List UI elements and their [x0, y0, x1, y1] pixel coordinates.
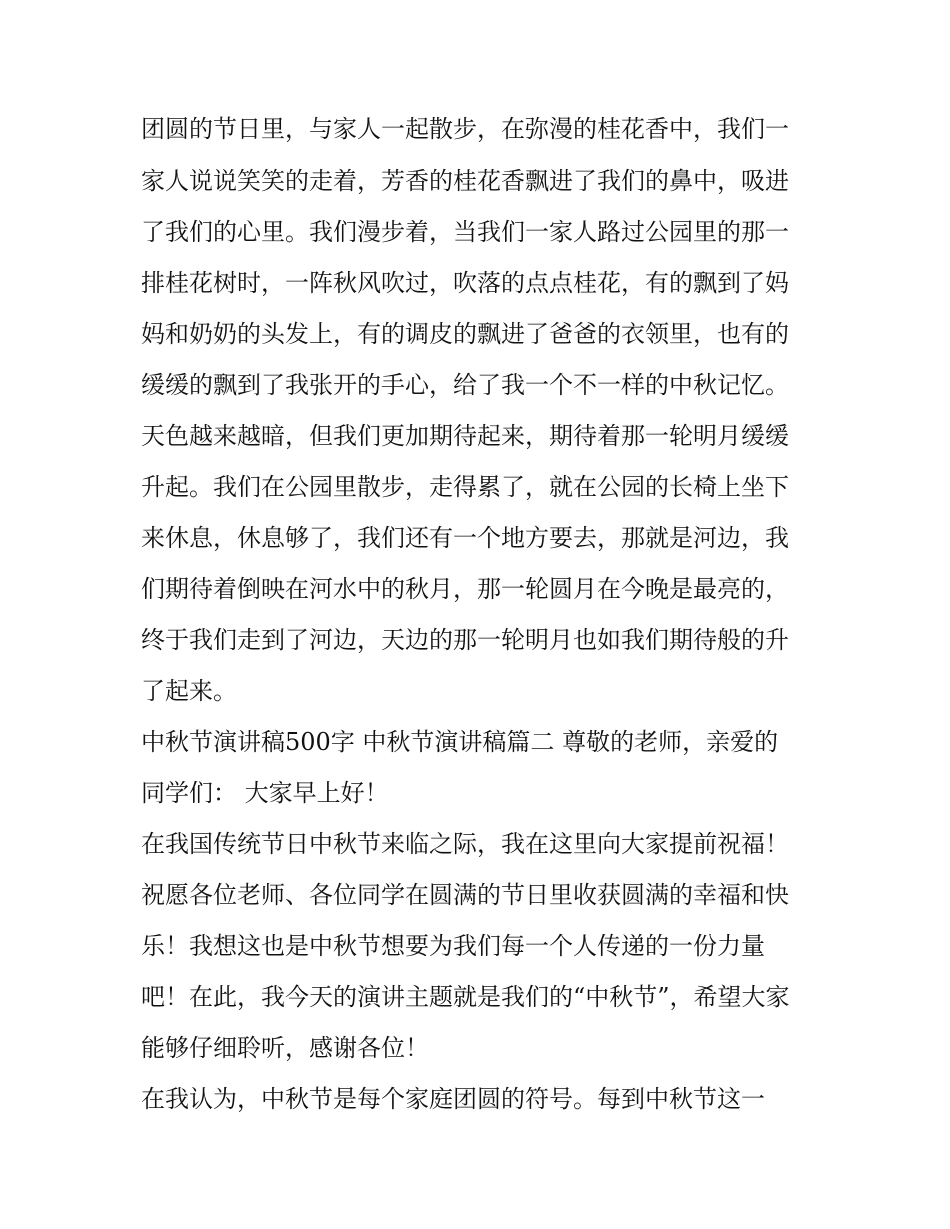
- text-line: 天色越来越暗，但我们更加期待起来，期待着那一轮明月缓缓: [141, 422, 789, 450]
- text-line: 了我们的心里。我们漫步着，当我们一家人路过公园里的那一: [141, 218, 789, 246]
- text-line: 升起。我们在公园里散步，走得累了，就在公园的长椅上坐下: [141, 473, 789, 501]
- text-line: 来休息，休息够了，我们还有一个地方要去，那就是河边，我: [141, 524, 789, 552]
- text-line: 同学们： 大家早上好！: [141, 779, 389, 807]
- text-line: 排桂花树时，一阵秋风吹过，吹落的点点桂花，有的飘到了妈: [141, 269, 789, 297]
- text-line: 能够仔细聆听，感谢各位！: [141, 1034, 429, 1062]
- text-line: 在我认为，中秋节是每个家庭团圆的符号。每到中秋节这一: [141, 1085, 765, 1113]
- text-line: 了起来。: [141, 677, 237, 705]
- text-line: 妈和奶奶的头发上，有的调皮的飘进了爸爸的衣领里，也有的: [141, 320, 789, 348]
- text-line: 缓缓的飘到了我张开的手心，给了我一个不一样的中秋记忆。: [141, 371, 789, 399]
- text-line: 终于我们走到了河边，天边的那一轮明月也如我们期待般的升: [141, 626, 789, 654]
- text-line: 祝愿各位老师、各位同学在圆满的节日里收获圆满的幸福和快: [141, 881, 789, 909]
- text-line: 吧！在此，我今天的演讲主题就是我们的“中秋节”，希望大家: [141, 983, 790, 1011]
- text-line: 们期待着倒映在河水中的秋月，那一轮圆月在今晚是最亮的，: [141, 575, 789, 603]
- text-line: 乐！我想这也是中秋节想要为我们每一个人传递的一份力量: [141, 932, 765, 960]
- text-line: 中秋节演讲稿500字 中秋节演讲稿篇二 尊敬的老师，亲爱的: [141, 728, 779, 756]
- text-line: 家人说说笑笑的走着，芳香的桂花香飘进了我们的鼻中，吸进: [141, 167, 789, 195]
- text-line: 在我国传统节日中秋节来临之际，我在这里向大家提前祝福！: [141, 830, 789, 858]
- text-line: 团圆的节日里，与家人一起散步，在弥漫的桂花香中，我们一: [141, 115, 789, 143]
